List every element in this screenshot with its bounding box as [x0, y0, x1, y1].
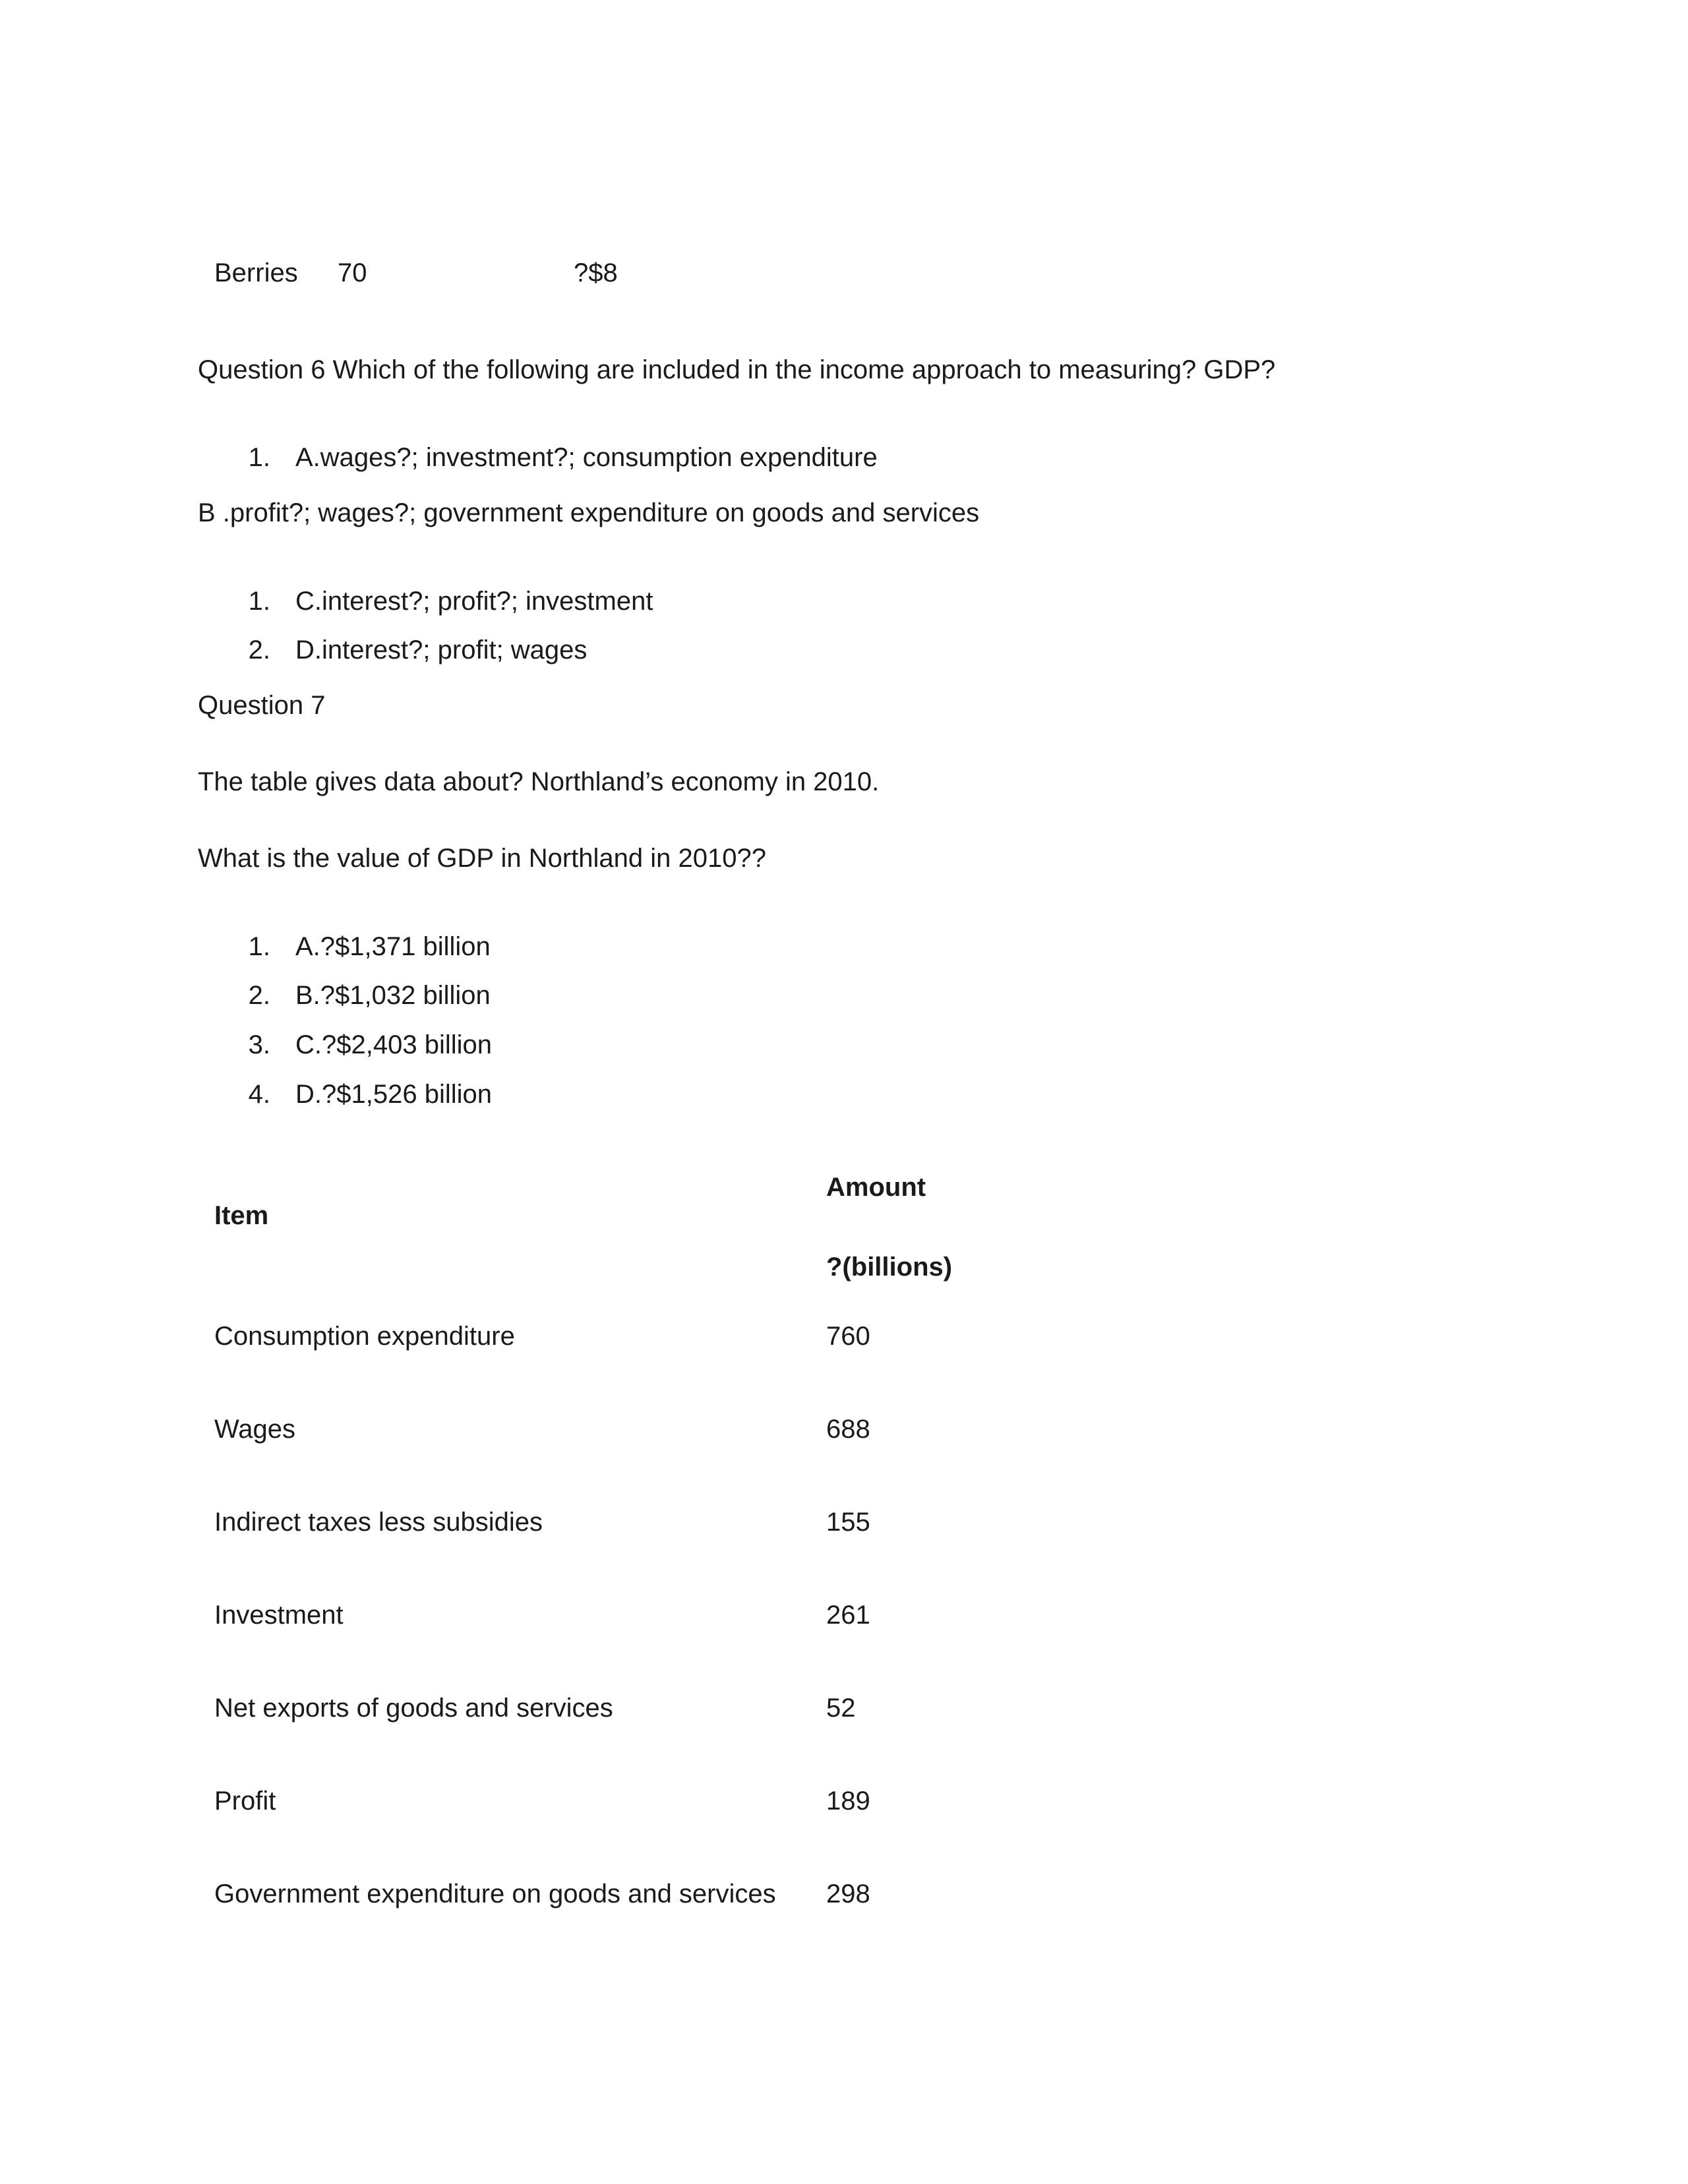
- table-header-amount: Amount: [826, 1173, 926, 1202]
- table-row-item: Indirect taxes less subsidies: [214, 1508, 543, 1537]
- list-number: 1.: [248, 932, 270, 961]
- question6-prompt: Question 6 Which of the following are included in the income approach to measuring? GDP?: [198, 355, 1276, 384]
- table-header-item: Item: [214, 1201, 269, 1230]
- berries-item: Berries: [214, 258, 298, 287]
- question7-option-a: [198, 931, 491, 962]
- option-text: D.interest?; profit; wages: [295, 635, 588, 664]
- table-row-amount: 298: [826, 1879, 870, 1908]
- list-number: 1.: [248, 587, 270, 616]
- table-row-item: Profit: [214, 1786, 276, 1815]
- list-number: 2.: [248, 635, 270, 664]
- question6-option-d: [198, 634, 587, 666]
- question6-option-c: [198, 585, 653, 617]
- option-text: D.?$1,526 billion: [295, 1080, 492, 1109]
- table-row-item: Investment: [214, 1601, 344, 1630]
- question7-option-c: [198, 1029, 492, 1061]
- question7-option-d: [198, 1078, 492, 1110]
- table-row-amount: 261: [826, 1601, 870, 1630]
- table-row-item: Wages: [214, 1415, 296, 1444]
- table-row-amount: 189: [826, 1786, 870, 1815]
- list-number: 2.: [248, 981, 270, 1010]
- table-row-item: Government expenditure on goods and services: [214, 1879, 776, 1908]
- option-text: A.wages?; investment?; consumption expenditure: [295, 443, 878, 472]
- question7-option-b: [198, 980, 491, 1011]
- option-text: A.?$1,371 billion: [295, 932, 491, 961]
- option-text: B.?$1,032 billion: [295, 981, 491, 1010]
- list-number: 1.: [248, 443, 270, 472]
- question6-option-b: B .profit?; wages?; government expenditure on goods and services: [198, 498, 980, 527]
- table-row-item: Net exports of goods and services: [214, 1694, 613, 1723]
- option-text: C.interest?; profit?; investment: [295, 587, 653, 616]
- question7-title: Question 7: [198, 691, 326, 720]
- berries-price: ?$8: [574, 258, 618, 287]
- question7-prompt: What is the value of GDP in Northland in 2010??: [198, 844, 766, 873]
- berries-quantity: 70: [338, 258, 367, 287]
- table-row-amount: 52: [826, 1694, 856, 1723]
- table-header-amount-unit: ?(billions): [826, 1253, 953, 1282]
- question6-option-a: [198, 442, 878, 473]
- table-row-amount: 155: [826, 1508, 870, 1537]
- list-number: 3.: [248, 1030, 270, 1059]
- table-row-amount: 688: [826, 1415, 870, 1444]
- question7-intro: The table gives data about? Northland’s economy in 2010.: [198, 767, 880, 796]
- table-row-item: Consumption expenditure: [214, 1322, 515, 1351]
- option-text: C.?$2,403 billion: [295, 1030, 492, 1059]
- table-row-amount: 760: [826, 1322, 870, 1351]
- list-number: 4.: [248, 1080, 270, 1109]
